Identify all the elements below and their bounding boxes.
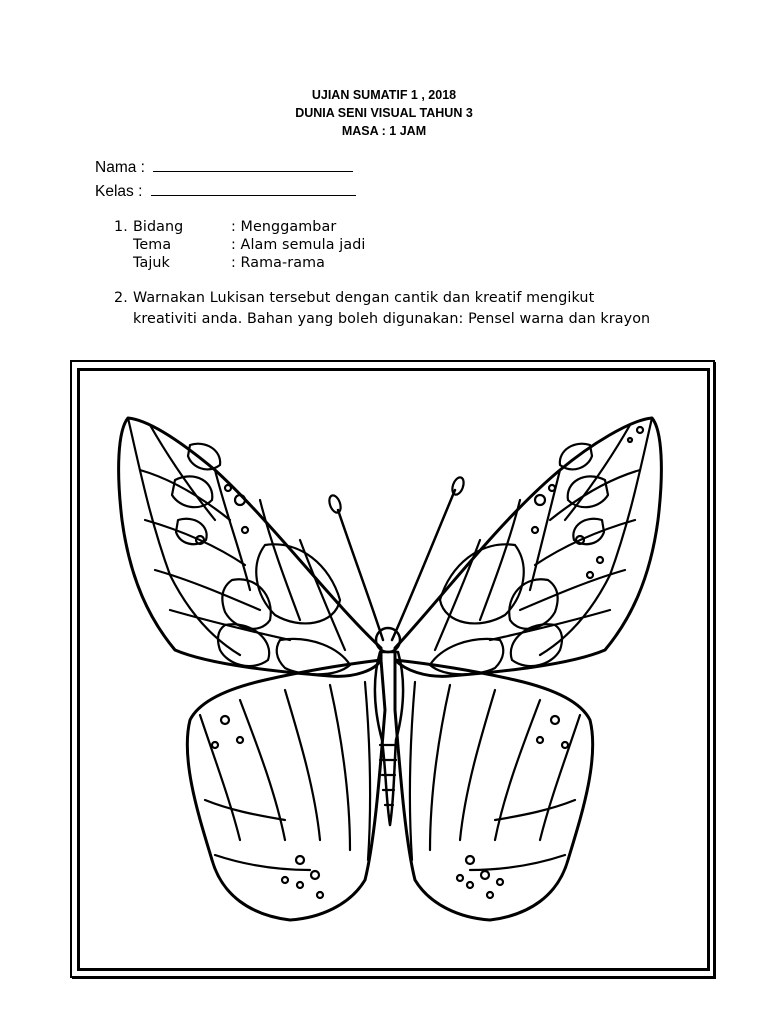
exam-title: UJIAN SUMATIF 1 , 2018	[311, 88, 457, 102]
q1-key-tema: Tema	[133, 237, 172, 253]
q1-key-bidang: Bidang	[133, 219, 184, 235]
question-2-line-1: Warnakan Lukisan tersebut dengan cantik dan kreatif mengikut	[133, 290, 595, 306]
butterfly-left-wings	[119, 418, 385, 920]
class-label: Kelas :	[95, 183, 143, 200]
q1-value-bidang: : Menggambar	[231, 219, 337, 235]
q1-key-tajuk: Tajuk	[133, 255, 170, 271]
exam-duration: MASA : 1 JAM	[341, 124, 427, 138]
question-2-number: 2.	[114, 290, 128, 306]
q1-value-tajuk: : Rama-rama	[231, 255, 326, 271]
exam-subject: DUNIA SENI VISUAL TAHUN 3	[295, 106, 473, 120]
name-label: Nama :	[95, 159, 145, 176]
butterfly-right-wings	[395, 418, 661, 920]
question-2-line-2: kreativiti anda. Bahan yang boleh digunakan: Pensel warna dan krayon	[133, 311, 651, 327]
q1-value-tema: : Alam semula jadi	[231, 237, 366, 253]
question-1-number: 1.	[114, 219, 128, 235]
